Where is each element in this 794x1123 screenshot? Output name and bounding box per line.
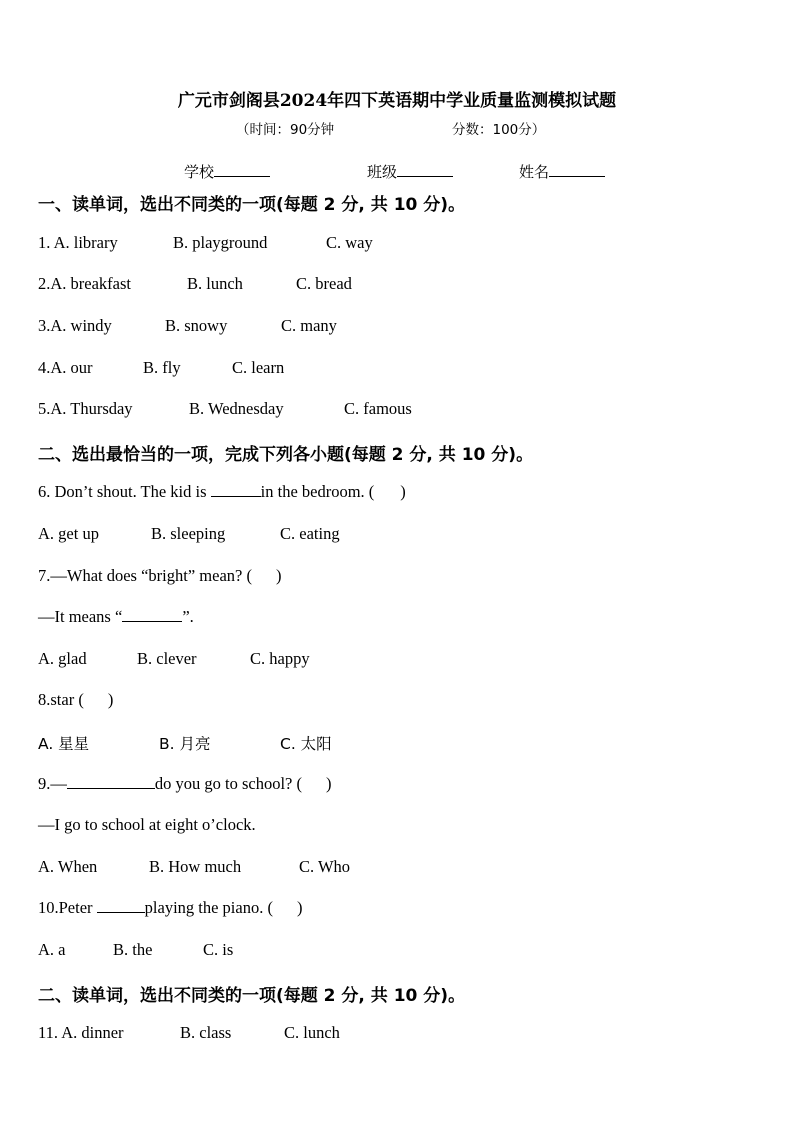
q7-stem-end: ) <box>275 566 282 585</box>
q3-option-b: B. snowy <box>165 316 228 335</box>
q7-option-a: A. glad <box>38 649 87 668</box>
q9-option-c: C. Who <box>299 857 351 876</box>
q7-stem: 7.—What does “bright” mean? ( <box>38 566 252 585</box>
q6-stem-middle: in the bedroom. ( <box>260 482 375 501</box>
exam-time: （时间：90分钟 <box>236 122 335 138</box>
q1-option-a: 1. A. library <box>38 233 118 252</box>
school-field <box>184 160 270 182</box>
question-9-stem <box>38 774 331 794</box>
q4-option-b: B. fly <box>143 358 181 377</box>
q10-stem-end: ) <box>296 898 303 917</box>
q8-option-b: B. 月亮 <box>159 735 211 753</box>
q11-option-b: B. class <box>180 1023 232 1042</box>
q6-option-a: A. get up <box>38 524 99 543</box>
q9-stem-start: 9.— <box>38 774 67 793</box>
q6-stem-start: 6. Don’t shout. The kid is <box>38 482 211 501</box>
q3-option-a: 3.A. windy <box>38 316 112 335</box>
school-label: 学校 <box>184 163 215 181</box>
q7-reply-end: ”. <box>182 607 194 626</box>
class-label: 班级 <box>367 163 398 181</box>
section-2-heading: 二、选出最恰当的一项，完成下列各小题(每题 2 分, 共 10 分)。 <box>38 445 534 465</box>
school-blank[interactable] <box>214 160 270 177</box>
class-field <box>367 160 453 182</box>
q9-option-a: A. When <box>38 857 98 876</box>
q7-reply-start: —It means “ <box>38 607 123 626</box>
q2-option-c: C. bread <box>296 274 352 293</box>
exam-title: 广元市剑阁县2024年四下英语期中学业质量监测模拟试题 <box>177 91 617 111</box>
name-label: 姓名 <box>519 163 550 181</box>
q8-stem-end: ) <box>107 690 114 709</box>
q6-blank[interactable] <box>211 482 261 497</box>
q9-stem-middle: do you go to school? ( <box>154 774 302 793</box>
name-field <box>519 160 605 182</box>
question-10-stem <box>38 898 302 918</box>
q2-option-a: 2.A. breakfast <box>38 274 132 293</box>
class-blank[interactable] <box>397 160 453 177</box>
q8-option-a: A. 星星 <box>38 735 90 753</box>
q7-option-c: C. happy <box>250 649 310 668</box>
name-blank[interactable] <box>549 160 605 177</box>
q7-blank[interactable] <box>122 607 182 622</box>
question-7-stem <box>38 566 281 586</box>
q5-option-b: B. Wednesday <box>189 399 284 418</box>
q9-blank[interactable] <box>67 774 155 789</box>
q4-option-c: C. learn <box>232 358 285 377</box>
q1-option-b: B. playground <box>173 233 268 252</box>
q5-option-c: C. famous <box>344 399 412 418</box>
q8-option-c: C. 太阳 <box>280 735 332 753</box>
question-7-reply <box>38 607 194 627</box>
q2-option-b: B. lunch <box>187 274 243 293</box>
q10-option-b: B. the <box>113 940 153 959</box>
section-3-heading: 二、读单词，选出不同类的一项(每题 2 分, 共 10 分)。 <box>38 986 466 1006</box>
q6-stem-end: ) <box>400 482 406 501</box>
q11-option-c: C. lunch <box>284 1023 340 1042</box>
question-9-reply: —I go to school at eight o’clock. <box>38 815 256 834</box>
q3-option-c: C. many <box>281 316 337 335</box>
q1-option-c: C. way <box>326 233 373 252</box>
q10-option-c: C. is <box>203 940 234 959</box>
section-1-heading: 一、读单词，选出不同类的一项(每题 2 分, 共 10 分)。 <box>38 195 466 215</box>
q10-stem-start: 10.Peter <box>38 898 97 917</box>
q10-option-a: A. a <box>38 940 66 959</box>
q9-option-b: B. How much <box>149 857 242 876</box>
q6-option-c: C. eating <box>280 524 340 543</box>
q9-stem-end: ) <box>325 774 332 793</box>
q7-option-b: B. clever <box>137 649 197 668</box>
q8-stem: 8.star ( <box>38 690 84 709</box>
q4-option-a: 4.A. our <box>38 358 93 377</box>
exam-score: 分数：100分） <box>452 122 546 138</box>
q5-option-a: 5.A. Thursday <box>38 399 133 418</box>
q6-option-b: B. sleeping <box>151 524 226 543</box>
question-8-stem <box>38 690 113 710</box>
q10-blank[interactable] <box>97 898 145 913</box>
q11-option-a: 11. A. dinner <box>38 1023 124 1042</box>
q10-stem-middle: playing the piano. ( <box>144 898 273 917</box>
question-6-stem <box>38 482 406 502</box>
